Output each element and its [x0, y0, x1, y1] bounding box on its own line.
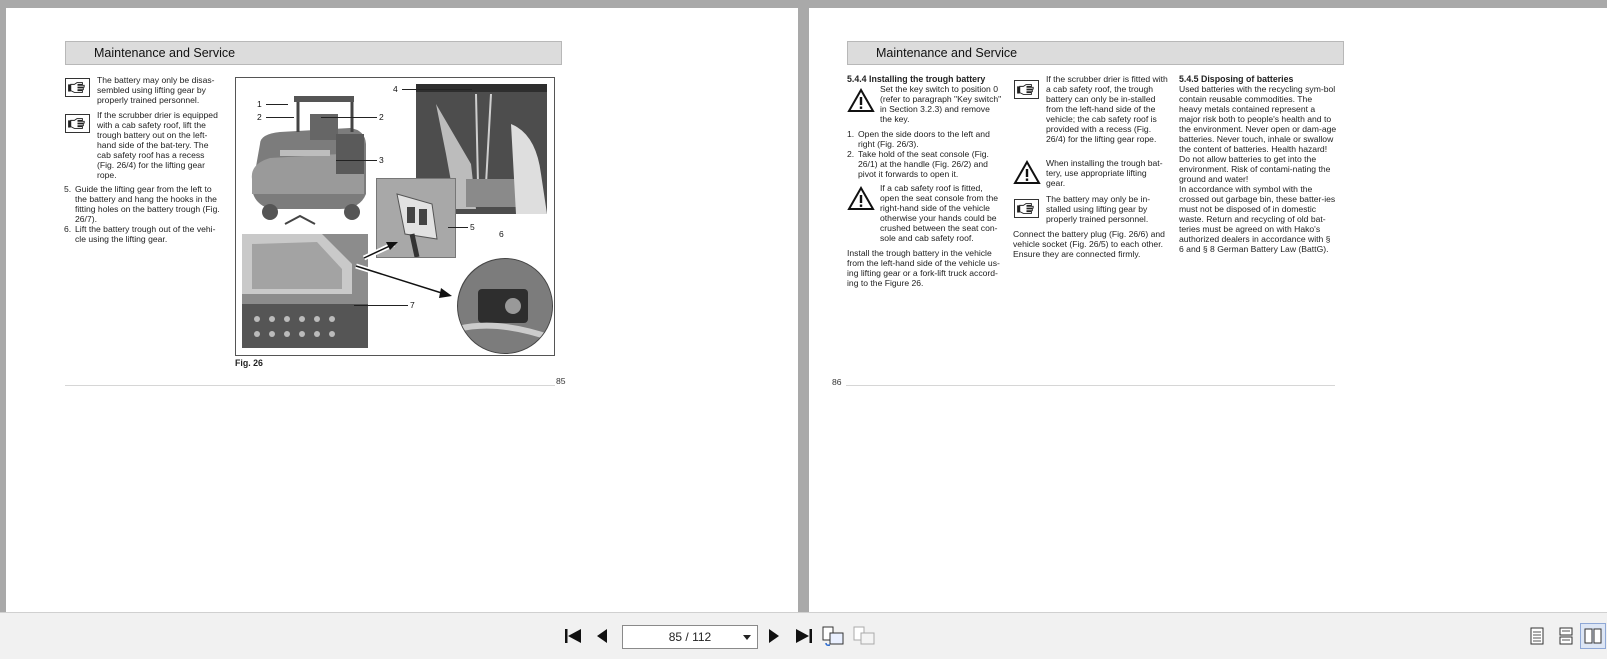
paragraph: Used batteries with the recycling sym-bol contain reusable commodities. The heavy metals contained represent a major risk both to people's health and to the environment. Never open or dam-age batteries. Never touch, inhale or swallow the content of batteries. Health hazard! Do not allow batteries to get into the environment. Risk of contami-nating the ground and water!	[1179, 84, 1337, 184]
first-page-icon	[564, 628, 582, 644]
page-header: Maintenance and Service	[847, 41, 1344, 65]
note-text: If the scrubber drier is fitted with a cab safety roof, the trough battery can only be in-stalled from the left-hand side of the vehicle; the cab safety roof is provided with a recess (Fig. 26/4) for the lifting gear rope.	[1046, 74, 1168, 144]
body-text	[1179, 84, 1337, 254]
callout-label: 3	[379, 155, 384, 165]
rotate-button[interactable]	[820, 623, 846, 649]
continuous-view-button[interactable]	[1553, 623, 1579, 649]
next-page-button[interactable]	[761, 623, 787, 649]
page-indicator: 85 / 112	[668, 630, 712, 644]
note-text: If the scrubber drier is equipped with a cab safety roof, lift the trough battery out on the left-hand side of the bat-tery. The cab safety roof has a recess (Fig. 26/4) for the lifting gear rope.	[97, 110, 218, 180]
step-item: 6. Lift the battery trough out of the vehi-cle using the lifting gear.	[64, 224, 216, 244]
first-page-button[interactable]	[560, 623, 586, 649]
page-header: Maintenance and Service	[65, 41, 562, 65]
last-page-icon	[795, 628, 813, 644]
pointing-hand-icon	[1014, 199, 1039, 218]
prev-page-icon	[596, 628, 608, 644]
paragraph: In accordance with symbol with the crossed out garbage bin, these batter-ies must not be disposed of in domestic waste. Return and recycling of old bat-teries must be agreed on with Hako's authorized dealers in accordance with § 6 and § 8 German Battery Law (BattG).	[1179, 184, 1336, 254]
previous-page-button[interactable]	[589, 623, 615, 649]
section-heading: 5.4.4 Installing the trough battery	[847, 74, 986, 84]
note-text: The battery may only be in-stalled using lifting gear by properly trained personnel.	[1046, 194, 1151, 224]
callout-label: 7	[410, 300, 415, 310]
chevron-down-icon	[743, 635, 751, 640]
continuous-view-icon	[1559, 627, 1573, 645]
page-number: 86	[832, 377, 842, 387]
warning-text: Set the key switch to position 0 (refer to paragraph "Key switch" in Section 3.2.3) and remove the key.	[880, 84, 1002, 124]
callout-leader	[448, 227, 468, 228]
pointing-hand-icon	[1014, 80, 1039, 99]
warning-triangle-icon	[847, 186, 875, 211]
footer-rule	[846, 385, 1335, 386]
single-page-view-button[interactable]	[1524, 623, 1550, 649]
figure-caption: Fig. 26	[235, 358, 263, 368]
rotate-disabled-button[interactable]	[851, 623, 877, 649]
warning-triangle-icon	[847, 88, 875, 113]
section-heading: 5.4.5 Disposing of batteries	[1179, 74, 1294, 84]
callout-leader	[266, 117, 294, 118]
callout-label: 6	[499, 229, 504, 239]
warning-text: When installing the trough bat-tery, use appropriate lifting gear.	[1046, 158, 1163, 188]
pointing-hand-icon	[65, 114, 90, 133]
body-text: Install the trough battery in the vehicle from the left-hand side of the vehicle us-ing lifting gear or a fork-lift truck accord-ing to the Figure 26.	[847, 248, 1000, 288]
steps-list	[847, 129, 1005, 179]
viewer-toolbar	[0, 612, 1607, 659]
callout-leader	[266, 104, 288, 105]
footer-rule	[65, 385, 555, 386]
callout-label: 4	[393, 84, 398, 94]
callout-leader	[321, 117, 377, 118]
callout-label: 2	[379, 112, 384, 122]
next-page-icon	[768, 628, 780, 644]
document-page-86	[809, 8, 1607, 620]
callout-label: 5	[470, 222, 475, 232]
last-page-button[interactable]	[791, 623, 817, 649]
pointing-hand-icon	[65, 78, 90, 97]
single-page-view-icon	[1530, 627, 1544, 645]
two-page-view-button[interactable]	[1580, 623, 1606, 649]
step-item: 5. Guide the lifting gear from the left to the battery and hang the hooks in the fitting holes on the battery trough (Fig. 26/7).	[64, 184, 220, 224]
callout-label: 2	[257, 112, 262, 122]
two-page-view-icon	[1584, 628, 1602, 644]
callout-leader	[354, 305, 408, 306]
rotate-disabled-icon	[853, 626, 875, 646]
document-page-85	[6, 8, 798, 620]
note-text: The battery may only be disas-sembled using lifting gear by properly trained personnel.	[97, 75, 215, 105]
figure-arrows	[236, 78, 555, 356]
callout-label: 1	[257, 99, 262, 109]
warning-triangle-icon	[1013, 160, 1041, 185]
steps-list	[64, 184, 222, 244]
body-text: Connect the battery plug (Fig. 26/6) and vehicle socket (Fig. 26/5) to each other. Ensure they are connected firmly.	[1013, 229, 1165, 259]
warning-text: If a cab safety roof is fitted, open the seat console from the right-hand side of the vehicle otherwise your hands could be crushed between the seat con-sole and cab safety roof.	[880, 183, 999, 243]
page-number-select[interactable]	[622, 625, 758, 649]
figure-26-image	[235, 77, 555, 356]
step-item: 2. Take hold of the seat console (Fig. 26/1) at the handle (Fig. 26/2) and pivot it forwards to open it.	[847, 149, 989, 179]
step-item: 1. Open the side doors to the left and right (Fig. 26/3).	[847, 129, 990, 149]
rotate-icon	[822, 626, 844, 646]
callout-leader	[336, 160, 377, 161]
page-number: 85	[556, 376, 566, 386]
callout-leader	[402, 89, 472, 90]
